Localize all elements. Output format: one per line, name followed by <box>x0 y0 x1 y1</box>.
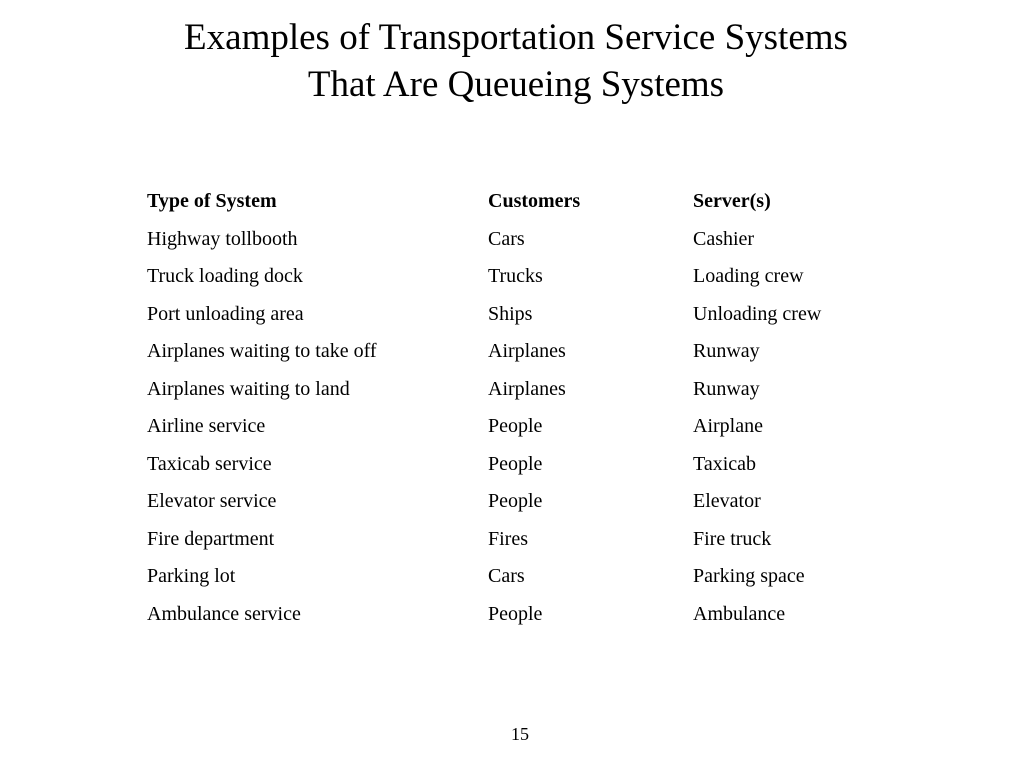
cell-servers: Elevator <box>693 490 761 512</box>
cell-type-of-system: Ambulance service <box>147 602 301 625</box>
cell-servers: Runway <box>693 377 760 400</box>
cell-servers: Parking space <box>693 565 805 587</box>
table-row <box>147 332 907 370</box>
cell-servers: Ambulance <box>693 602 786 625</box>
queueing-systems-table <box>147 182 907 632</box>
table-row <box>147 482 907 520</box>
cell-type-of-system: Parking lot <box>147 565 236 587</box>
cell-type-of-system: Truck loading dock <box>147 265 303 287</box>
cell-servers: Taxicab <box>693 452 757 475</box>
cell-customers: Cars <box>488 565 525 587</box>
cell-servers: Loading crew <box>693 265 804 287</box>
cell-customers: Trucks <box>488 265 543 287</box>
cell-customers: People <box>488 415 543 437</box>
table-row <box>147 257 907 295</box>
page-number: 15 <box>511 724 529 744</box>
cell-type-of-system: Airplanes waiting to take off <box>147 340 377 362</box>
table-row <box>147 595 907 633</box>
cell-customers: Airplanes <box>488 377 566 400</box>
cell-customers: People <box>488 452 543 475</box>
cell-customers: Airplanes <box>488 340 566 362</box>
cell-customers: Cars <box>488 227 525 250</box>
cell-customers: Ships <box>488 302 533 325</box>
table-header-row <box>147 182 907 220</box>
table-row <box>147 520 907 558</box>
cell-customers: People <box>488 490 543 512</box>
cell-type-of-system: Highway tollbooth <box>147 227 298 250</box>
cell-customers: People <box>488 602 543 625</box>
cell-type-of-system: Fire department <box>147 527 275 550</box>
table-row <box>147 557 907 595</box>
cell-servers: Runway <box>693 340 760 362</box>
cell-type-of-system: Airline service <box>147 415 266 437</box>
header-customers: Customers <box>488 190 581 212</box>
cell-type-of-system: Port unloading area <box>147 302 304 325</box>
table-row <box>147 295 907 333</box>
cell-type-of-system: Taxicab service <box>147 452 272 475</box>
slide-title <box>0 14 1024 108</box>
title-line-1: Examples of Transportation Service Systems <box>184 17 848 58</box>
table-row <box>147 370 907 408</box>
table-row <box>147 445 907 483</box>
cell-servers: Unloading crew <box>693 302 822 325</box>
cell-type-of-system: Elevator service <box>147 490 277 512</box>
cell-servers: Fire truck <box>693 527 772 550</box>
title-line-2: That Are Queueing Systems <box>307 64 725 105</box>
table-row <box>147 220 907 258</box>
header-type-of-system: Type of System <box>147 190 277 212</box>
table-row <box>147 407 907 445</box>
cell-customers: Fires <box>488 527 528 550</box>
header-servers: Server(s) <box>693 190 771 212</box>
cell-type-of-system: Airplanes waiting to land <box>147 377 350 400</box>
cell-servers: Cashier <box>693 227 755 250</box>
cell-servers: Airplane <box>693 415 763 437</box>
